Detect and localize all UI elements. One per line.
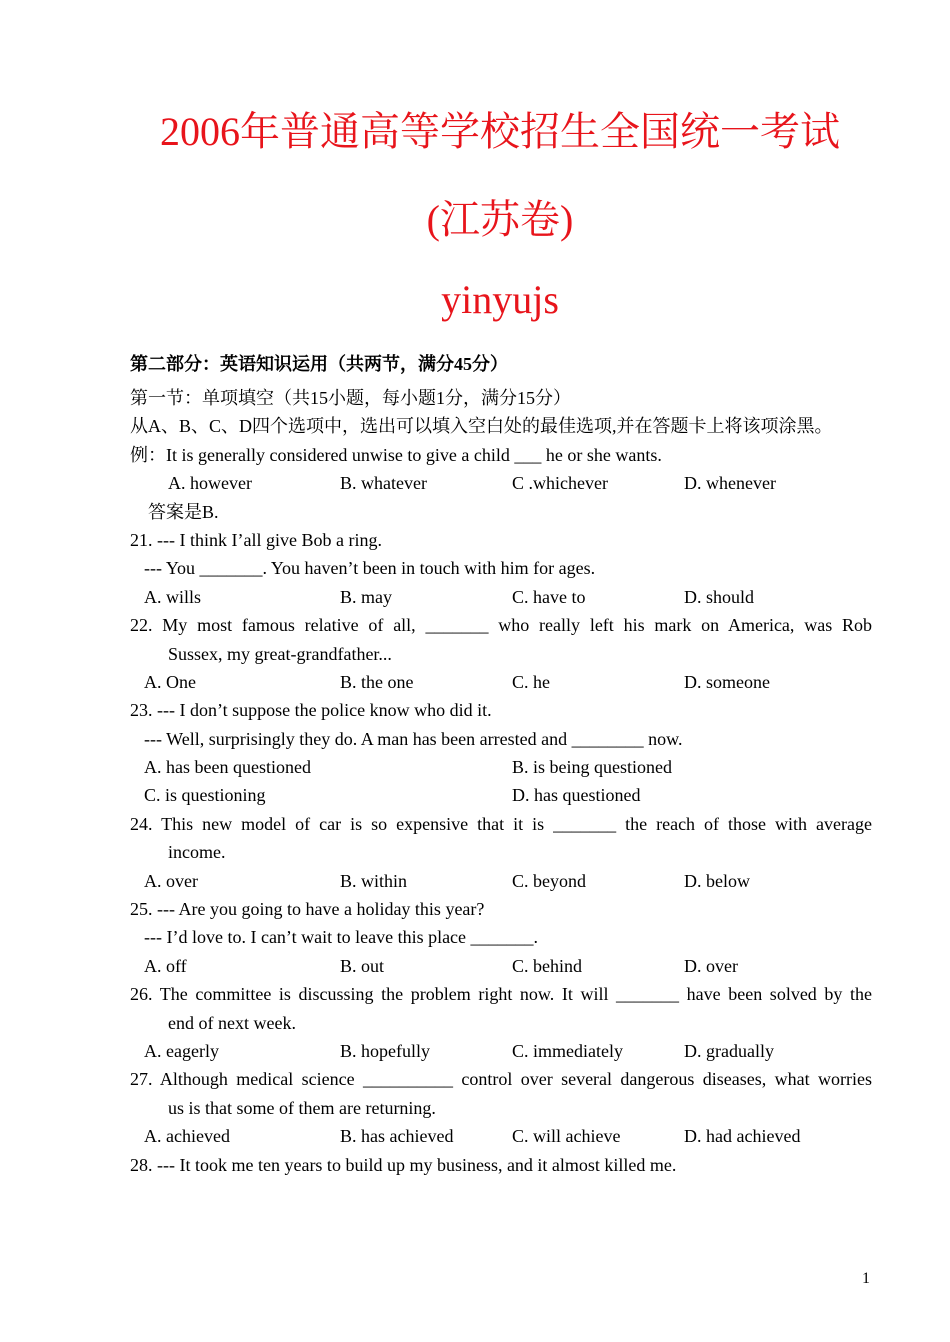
exam-title-line3: yinyujs bbox=[441, 277, 559, 322]
question-23-option-a: A. has been questioned bbox=[144, 757, 311, 778]
exam-content bbox=[130, 348, 872, 1179]
question-21-options bbox=[130, 583, 872, 611]
question-26-line-1: 26. The committee is discussing the problem right now. It will _______ have been solved by the bbox=[130, 984, 872, 1005]
question-22-line-2: Sussex, my great-grandfather... bbox=[168, 643, 392, 664]
instructions: 从A、B、C、D四个选项中，选出可以填入空白处的最佳选项,并在答题卡上将该项涂黑。 bbox=[130, 416, 833, 437]
question-25-option-a: A. off bbox=[144, 955, 187, 976]
question-24-line-2: income. bbox=[168, 842, 226, 863]
exam-title-line1: 2006年普通高等学校招生全国统一考试 bbox=[160, 109, 840, 154]
example-answer: 答案是B. bbox=[148, 501, 219, 522]
question-27-option-b: B. has achieved bbox=[340, 1126, 454, 1147]
question-27-option-c: C. will achieve bbox=[512, 1126, 621, 1147]
question-22-option-d: D. someone bbox=[684, 671, 770, 692]
question-26-option-a: A. eagerly bbox=[144, 1040, 219, 1061]
question-24-option-a: A. over bbox=[144, 870, 198, 891]
question-23-option-c: C. is questioning bbox=[144, 785, 266, 806]
question-26-option-b: B. hopefully bbox=[340, 1040, 430, 1061]
question-23-options-row-2 bbox=[130, 781, 872, 809]
question-25-line-1: 25. --- Are you going to have a holiday this year? bbox=[130, 899, 485, 920]
question-23-line-1: 23. --- I don’t suppose the police know who did it. bbox=[130, 700, 492, 721]
example-stem: 例：It is generally considered unwise to give a child ___ he or she wants. bbox=[130, 444, 662, 465]
question-21-line-2: --- You _______. You haven’t been in touch with him for ages. bbox=[144, 558, 596, 579]
question-21-option-a: A. wills bbox=[144, 586, 202, 607]
question-26-option-d: D. gradually bbox=[684, 1040, 774, 1061]
question-22-option-c: C. he bbox=[512, 671, 550, 692]
exam-title-line2: (江苏卷) bbox=[426, 197, 574, 242]
question-27-line-1: 27. Although medical science __________ control over several dangerous diseases, what worries bbox=[130, 1069, 872, 1090]
question-23-line-2: --- Well, surprisingly they do. A man has been arrested and ________ now. bbox=[144, 728, 683, 749]
question-26-option-c: C. immediately bbox=[512, 1040, 623, 1061]
section-heading: 第一节：单项填空（共15小题，每小题1分，满分15分） bbox=[130, 388, 571, 408]
question-25-options bbox=[130, 952, 872, 980]
question-27-line-2: us is that some of them are returning. bbox=[168, 1097, 436, 1118]
question-24-options bbox=[130, 867, 872, 895]
question-26-options bbox=[130, 1037, 872, 1065]
page-number: 1 bbox=[862, 1270, 870, 1287]
example-option-d: D. whenever bbox=[684, 473, 776, 494]
question-25-option-d: D. over bbox=[684, 955, 738, 976]
question-21-line-1: 21. --- I think I’all give Bob a ring. bbox=[130, 529, 382, 550]
question-23-option-d: D. has questioned bbox=[512, 785, 641, 806]
question-26-line-2: end of next week. bbox=[168, 1012, 296, 1033]
question-21-option-c: C. have to bbox=[512, 586, 586, 607]
part-heading: 第二部分：英语知识运用（共两节，满分45分） bbox=[130, 354, 508, 374]
example-options bbox=[130, 469, 872, 497]
question-25-line-2: --- I’d love to. I can’t wait to leave this place _______. bbox=[144, 927, 539, 948]
question-27-options bbox=[130, 1122, 872, 1150]
question-24-line-1: 24. This new model of car is so expensive that it is _______ the reach of those with average bbox=[130, 813, 872, 834]
question-24-option-c: C. beyond bbox=[512, 870, 586, 891]
question-27-option-d: D. had achieved bbox=[684, 1126, 801, 1147]
question-22-option-b: B. the one bbox=[340, 671, 414, 692]
example-option-c: C .whichever bbox=[512, 473, 608, 494]
question-23-option-b: B. is being questioned bbox=[512, 757, 672, 778]
question-21-option-b: B. may bbox=[340, 586, 392, 607]
question-23-options-row-1 bbox=[130, 753, 872, 781]
question-28-line-1: 28. --- It took me ten years to build up my business, and it almost killed me. bbox=[130, 1154, 677, 1175]
question-21-option-d: D. should bbox=[684, 586, 755, 607]
question-27-option-a: A. achieved bbox=[144, 1126, 230, 1147]
question-22-option-a: A. One bbox=[144, 671, 196, 692]
example-option-a: A. however bbox=[168, 473, 252, 494]
example-option-b: B. whatever bbox=[340, 473, 427, 494]
question-22-options bbox=[130, 668, 872, 696]
question-24-option-b: B. within bbox=[340, 870, 408, 891]
question-22-line-1: 22. My most famous relative of all, _______ who really left his mark on America, was Rob bbox=[130, 615, 872, 636]
question-24-option-d: D. below bbox=[684, 870, 750, 891]
question-25-option-c: C. behind bbox=[512, 955, 582, 976]
question-25-option-b: B. out bbox=[340, 955, 385, 976]
